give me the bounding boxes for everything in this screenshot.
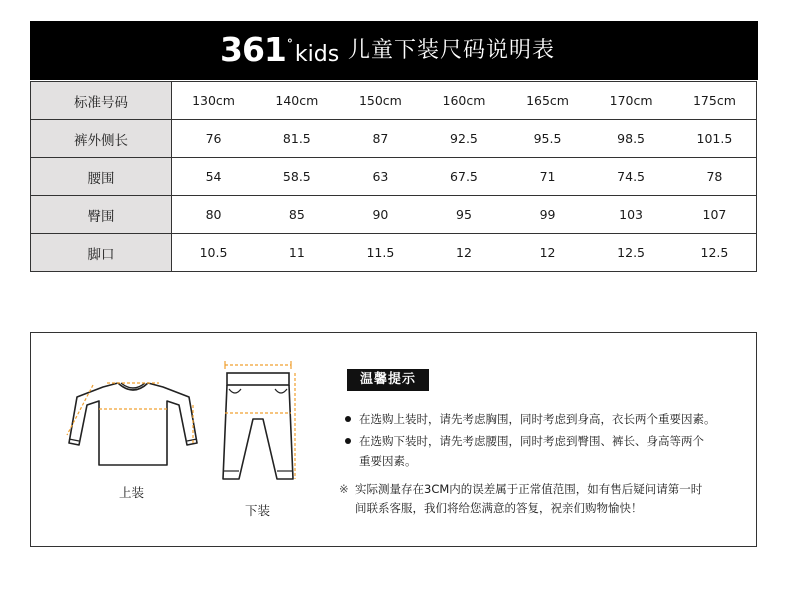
table-cell: 11.5 <box>339 234 423 272</box>
table-cell: 175cm <box>673 82 757 120</box>
note-line-1: 实际测量存在3CM内的误差属于正常值范围，如有售后疑问请第一时 <box>355 482 703 496</box>
table-cell: 85 <box>255 196 339 234</box>
table-cell: 92.5 <box>422 120 506 158</box>
brand-number: 361 <box>220 30 286 69</box>
tips-title: 温馨提示 <box>347 369 429 391</box>
brand-sub: kids <box>294 42 340 67</box>
table-cell: 12.5 <box>589 234 673 272</box>
bullet-dot-icon <box>345 416 351 422</box>
table-cell: 58.5 <box>255 158 339 196</box>
bullet-dot-icon <box>345 438 351 444</box>
table-cell: 87 <box>339 120 423 158</box>
row-header: 臀围 <box>31 196 172 234</box>
table-cell: 101.5 <box>673 120 757 158</box>
tip-item-top <box>345 409 716 429</box>
note-line-2: 间联系客服，我们将给您满意的答复，祝亲们购物愉快！ <box>355 501 643 515</box>
top-garment-label: 上装 <box>119 485 145 500</box>
tip-text-continued: 重要因素。 <box>359 454 417 468</box>
table-row <box>31 82 757 120</box>
table-cell: 54 <box>172 158 256 196</box>
table-cell: 78 <box>673 158 757 196</box>
table-cell: 130cm <box>172 82 256 120</box>
table-cell: 150cm <box>339 82 423 120</box>
table-cell: 98.5 <box>589 120 673 158</box>
measurement-note <box>339 480 729 518</box>
table-cell: 103 <box>589 196 673 234</box>
table-row <box>31 234 757 272</box>
row-header: 裤外侧长 <box>31 120 172 158</box>
table-cell: 107 <box>673 196 757 234</box>
table-row <box>31 196 757 234</box>
top-garment-figure <box>63 375 203 475</box>
table-cell: 63 <box>339 158 423 196</box>
size-table <box>30 81 757 272</box>
table-cell: 170cm <box>589 82 673 120</box>
reference-mark-icon: ※ <box>339 482 349 496</box>
table-cell: 76 <box>172 120 256 158</box>
row-header: 腰围 <box>31 158 172 196</box>
tips-panel <box>30 332 757 547</box>
table-cell: 80 <box>172 196 256 234</box>
table-cell: 165cm <box>506 82 590 120</box>
table-cell: 81.5 <box>255 120 339 158</box>
page-title: 儿童下装尺码说明表 <box>348 38 556 63</box>
table-cell: 12 <box>506 234 590 272</box>
table-row <box>31 120 757 158</box>
table-cell: 74.5 <box>589 158 673 196</box>
table-cell: 12 <box>422 234 506 272</box>
tip-item-bottom <box>345 431 704 471</box>
brand-degree: ° <box>286 37 293 51</box>
table-cell: 11 <box>255 234 339 272</box>
header-banner <box>30 21 758 80</box>
tip-text: 在选购下装时，请先考虑腰围，同时考虑到臀围、裤长、身高等两个 <box>359 434 704 448</box>
table-cell: 95.5 <box>506 120 590 158</box>
table-cell: 95 <box>422 196 506 234</box>
table-cell: 90 <box>339 196 423 234</box>
table-cell: 160cm <box>422 82 506 120</box>
row-header: 脚口 <box>31 234 172 272</box>
brand-logo <box>220 27 339 73</box>
bottom-garment-figure <box>219 359 299 489</box>
table-cell: 67.5 <box>422 158 506 196</box>
tip-text: 在选购上装时，请先考虑胸围，同时考虑到身高，衣长两个重要因素。 <box>359 412 716 426</box>
table-cell: 140cm <box>255 82 339 120</box>
bottom-garment-label: 下装 <box>245 503 271 518</box>
table-cell: 71 <box>506 158 590 196</box>
table-cell: 12.5 <box>673 234 757 272</box>
table-row <box>31 158 757 196</box>
table-cell: 10.5 <box>172 234 256 272</box>
row-header: 标准号码 <box>31 82 172 120</box>
table-cell: 99 <box>506 196 590 234</box>
